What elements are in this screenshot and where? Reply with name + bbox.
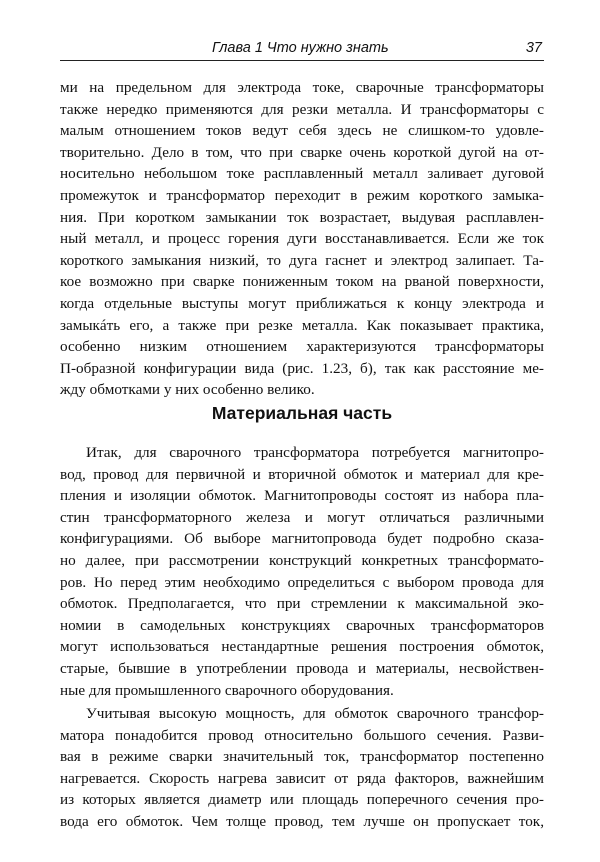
text-line: также нередко применяются для резки металла. И трансформаторы с bbox=[60, 100, 544, 118]
text-line: короткого замыкания низкий, то дуга гаснет и электрод залипает. Та- bbox=[60, 251, 544, 269]
text-line: вода его обмоток. Чем толще провод, тем лучше он пропускает ток, bbox=[60, 812, 544, 830]
running-head bbox=[60, 38, 544, 61]
text-line: Итак, для сварочного трансформатора потребуется магнитопро- bbox=[86, 444, 544, 461]
text-line: нагревается. Скорость нагрева зависит от ряда факторов, важнейшим bbox=[60, 769, 544, 787]
text-line: матора понадобится провод относительно большого сечения. Разви- bbox=[60, 726, 544, 744]
text-line: вод, провод для первичной и вторичной обмоток и материал для кре- bbox=[60, 465, 544, 483]
text-line: могут использоваться нестандартные решения построения обмоток, bbox=[60, 638, 544, 656]
text-line: особенно низким отношением характеризуются трансформаторы bbox=[60, 338, 544, 356]
text-line: П-образной конфигурации вида (рис. 1.23, б), так как расстояние ме- bbox=[60, 359, 544, 377]
paragraph-2 bbox=[60, 442, 544, 701]
text-line: промежуток и трансформатор переходит в режим короткого замыка- bbox=[60, 186, 544, 204]
text-line: замыкáть его, а также при резке металла. Как показывает практика, bbox=[60, 316, 544, 334]
text-line: малым отношением токов ведут себя здесь не слишком-то удовле- bbox=[60, 122, 544, 140]
text-line: номии в самодельных конструкциях сварочных трансформаторов bbox=[60, 616, 544, 634]
page-number: 37 bbox=[525, 40, 542, 56]
text-line: когда отдельные выступы могут приближаться к концу электрода и bbox=[60, 294, 544, 312]
text-line: конфигурациями. Об выборе магнитопровода будет подробно сказа- bbox=[60, 530, 544, 548]
text-line: ные для промышленного сварочного оборудования. bbox=[60, 681, 394, 699]
text-line: ров. Но перед этим необходимо определиться с выбором провода для bbox=[60, 573, 544, 591]
text-line: но далее, при рассмотрении конструкций конкретных трансформато- bbox=[60, 551, 544, 569]
text-line: из которых является диаметр или площадь поперечного сечения про- bbox=[60, 791, 544, 809]
text-line: вая в режиме сварки значительный ток, трансформатор постепенно bbox=[60, 748, 544, 766]
text-line: творительно. Дело в том, что при сварке очень короткой дугой на от- bbox=[60, 143, 544, 161]
text-line: старые, бывшие в употреблении провода и материалы, несвойствен- bbox=[60, 659, 544, 677]
text-line: Учитывая высокую мощность, для обмоток сварочного трансфор- bbox=[86, 705, 544, 722]
text-line: кое возможно при сварке пониженным током на рваной поверхности, bbox=[60, 273, 544, 291]
text-line: жду обмотками у них особенно велико. bbox=[60, 381, 315, 399]
text-line: стин трансформаторного железа и могут отличаться различными bbox=[60, 508, 544, 526]
text-line: ми на предельном для электрода токе, сварочные трансформаторы bbox=[60, 79, 544, 96]
chapter-title: Глава 1 Что нужно знать bbox=[212, 40, 389, 56]
text-line: ния. При коротком замыкании ток возрастает, выдувая расплавлен- bbox=[60, 208, 544, 226]
section-heading: Материальная часть bbox=[211, 403, 393, 423]
paragraph-3 bbox=[60, 703, 544, 833]
text-line: носительно небольшом токе расплавленный металл заливает дуговой bbox=[60, 165, 544, 183]
text-line: обмоток. Предполагается, что при стремлении к максимальной эко- bbox=[60, 595, 544, 613]
text-line: пления и изоляции обмоток. Магнитопроводы состоят из набора пла- bbox=[60, 487, 544, 505]
paragraph-1 bbox=[60, 77, 544, 401]
text-line: ный металл, и процесс горения дуги восстанавливается. Если же ток bbox=[60, 230, 544, 248]
